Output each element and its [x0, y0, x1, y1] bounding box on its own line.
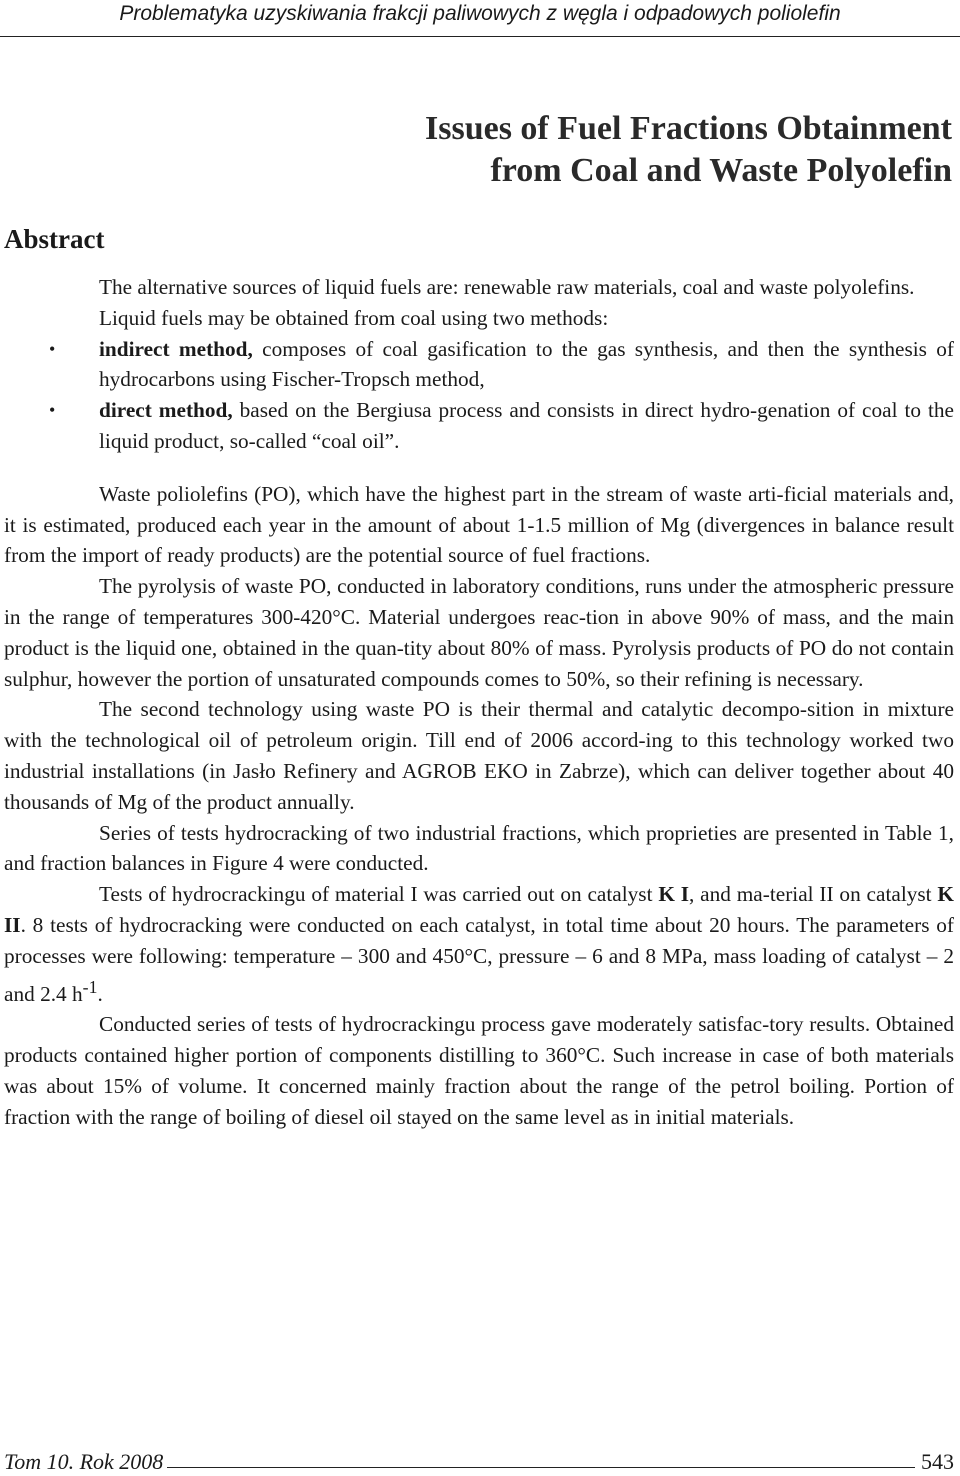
tests-text-b: , and ma-terial II on catalyst	[689, 882, 938, 907]
tests-text-c: . 8 tests of hydrocracking were conducted on each catalyst, in total time about 20 hours. The parameters of processes were following: temperature – 300 and 450°C, pressure – 6 and 8 MPa, mass loading of catalyst – 2 and 2.4 h	[4, 912, 954, 1006]
paragraph-alternative-sources: The alternative sources of liquid fuels are: renewable raw materials, coal and waste polyolefins.	[99, 275, 915, 299]
running-title: Problematyka uzyskiwania frakcji paliwowych z węgla i odpadowych poliolefin	[119, 2, 841, 25]
catalyst-k1: K I	[658, 882, 689, 907]
footer-rule	[167, 1467, 915, 1468]
bullet-icon: •	[49, 400, 56, 421]
article-title-line-2: from Coal and Waste Polyolefin	[490, 152, 952, 189]
list-item-direct-method	[49, 395, 954, 457]
page-number: 543	[921, 1449, 954, 1474]
abstract-heading: Abstract	[4, 224, 105, 254]
page-footer	[4, 1440, 954, 1476]
methods-list	[4, 334, 954, 457]
indirect-method-description: composes of coal gasification to the gas synthesis, and then the synthesis of hydrocarbons using Fischer-Tropsch method,	[99, 336, 954, 392]
paragraph-second-technology: The second technology using waste PO is their thermal and catalytic decompo-sition in mixture with the technological oil of petroleum origin. Till end of 2006 accord-ing to this technology worked two industrial installations (in Jasło Refinery and AGROB EKO in Zabrze), which can deliver together about 40 thousands of Mg of the product annually.	[4, 697, 954, 814]
unit-exponent: -1	[82, 976, 98, 997]
direct-method-description: based on the Bergiusa process and consists in direct hydro-genation of coal to the liquid product, so-called “coal oil”.	[99, 398, 954, 453]
indirect-method-term: indirect method,	[99, 336, 253, 361]
journal-volume: Tom 10. Rok 2008	[4, 1449, 164, 1474]
catalyst-k2: K II	[4, 882, 954, 937]
article-title	[252, 108, 952, 192]
bullet-icon: •	[49, 338, 56, 359]
direct-method-term: direct method,	[99, 398, 233, 423]
tests-text-a: Tests of hydrocrackingu of material I was carried out on catalyst	[99, 882, 659, 907]
paragraph-pyrolysis: The pyrolysis of waste PO, conducted in laboratory conditions, runs under the atmospheric pressure in the range of temperatures 300-420°C. Material undergoes reac-tion in above 90% of mass, and the main product is the liquid one, obtained in the quan-tity about 80% of mass. Pyrolysis products of PO do not contain sulphur, however the portion of unsaturated compounds comes to 50%, so their refining is necessary.	[4, 574, 954, 691]
list-item-indirect-method	[49, 334, 954, 396]
paragraph-hydrocracking-tests	[4, 879, 954, 1009]
paragraph-coal-methods-intro: Liquid fuels may be obtained from coal using two methods:	[99, 305, 609, 330]
tests-text-d: .	[97, 981, 103, 1006]
running-header	[0, 0, 960, 37]
abstract-body	[4, 272, 954, 1133]
article-title-line-1: Issues of Fuel Fractions Obtainment	[425, 110, 952, 147]
paragraph-results: Conducted series of tests of hydrocrackingu process gave moderately satisfac-tory results. Obtained products contained higher portion of components distilling to 360°C. Such increase in case of both materials was about 15% of volume. It concerned mainly fraction about the range of the petrol boiling. Portion of fraction with the range of boiling of diesel oil stayed on the same level as in initial materials.	[4, 1012, 954, 1129]
paragraph-hydrocracking-series: Series of tests hydrocracking of two industrial fractions, which proprieties are presented in Table 1, and fraction balances in Figure 4 were conducted.	[4, 820, 954, 876]
paragraph-waste-polyolefins: Waste poliolefins (PO), which have the highest part in the stream of waste arti-ficial materials and, it is estimated, produced each year in the amount of about 1-1.5 million of Mg (divergences in balance result from the import of ready products) are the potential source of fuel fractions.	[4, 481, 954, 568]
